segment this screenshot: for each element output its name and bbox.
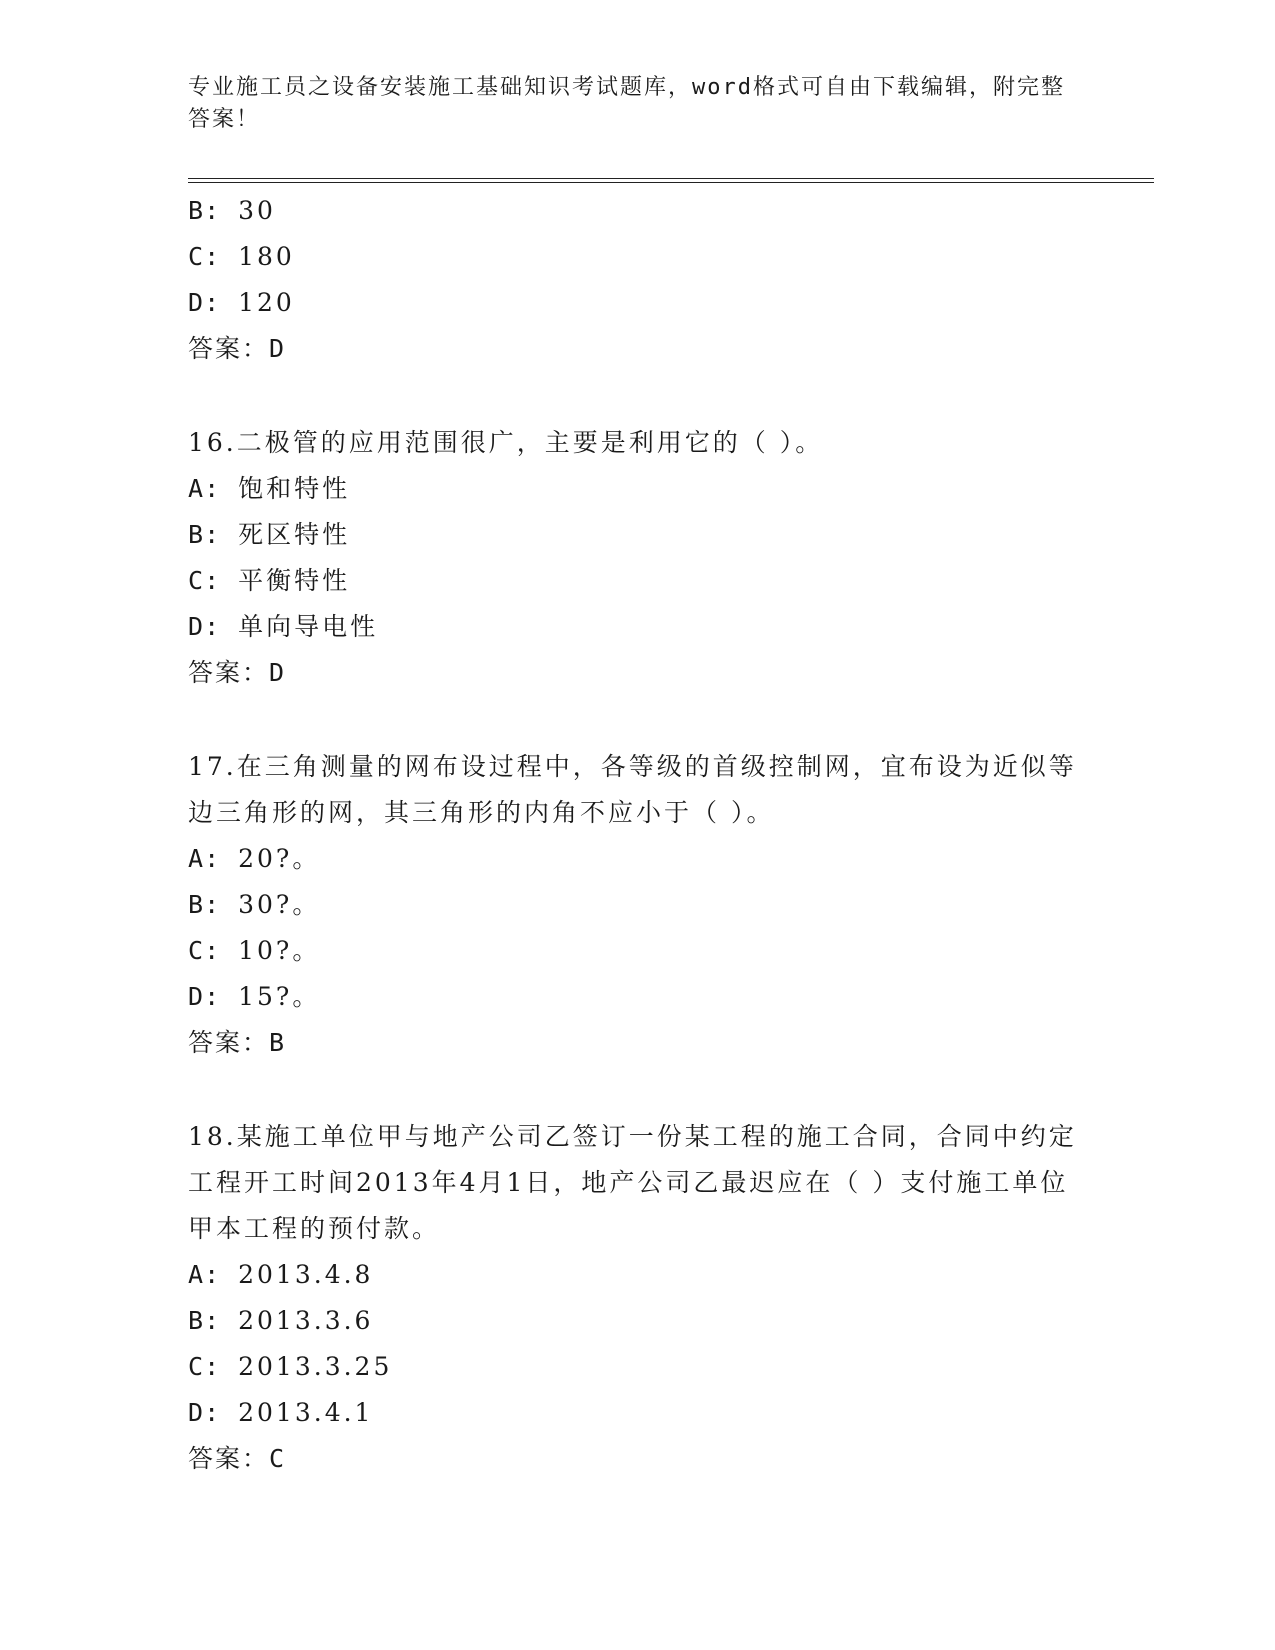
question-number: 16. <box>188 428 237 457</box>
option-letter: D <box>188 1398 205 1427</box>
option-c: C: 平衡特性 <box>188 566 351 595</box>
option-letter: B <box>188 890 205 919</box>
answer-label: 答案： <box>188 1028 270 1057</box>
option-a: A: 2013.4.8 <box>188 1260 374 1289</box>
question-16 <box>188 420 1088 696</box>
option-b: B: 30?。 <box>188 890 321 919</box>
option-text: 2013.3.6 <box>238 1306 374 1335</box>
option-a: A: 20?。 <box>188 844 321 873</box>
option-list <box>188 1252 1088 1436</box>
question-text: 二极管的应用范围很广，主要是利用它的（ ）。 <box>236 428 824 457</box>
answer-value: D <box>269 334 287 363</box>
option-list <box>188 188 1088 326</box>
option-text: 10?。 <box>238 936 321 965</box>
option-text: 30?。 <box>238 890 321 919</box>
option-letter: B <box>188 1306 205 1335</box>
option-text: 180 <box>238 242 295 271</box>
option-list <box>188 836 1088 1020</box>
question-number: 18. <box>188 1122 237 1151</box>
page-header-title: 专业施工员之设备安装施工基础知识考试题库，word格式可自由下载编辑，附完整答案！ <box>188 75 1065 132</box>
option-letter: B <box>188 196 205 225</box>
option-letter: B <box>188 520 205 549</box>
option-d: D: 15?。 <box>188 982 321 1011</box>
answer-label: 答案： <box>188 658 270 687</box>
answer-value: B <box>269 1028 287 1057</box>
option-text: 120 <box>238 288 295 317</box>
option-letter: C <box>188 1352 205 1381</box>
question-stem <box>188 1114 1088 1252</box>
answer-value: C <box>269 1444 287 1473</box>
option-text: 平衡特性 <box>238 566 351 595</box>
option-text: 30 <box>238 196 276 225</box>
option-text: 饱和特性 <box>238 474 351 503</box>
option-text: 2013.4.8 <box>238 1260 374 1289</box>
option-d: D: 120 <box>188 288 295 317</box>
option-d: D: 2013.4.1 <box>188 1398 374 1427</box>
option-letter: A <box>188 474 205 503</box>
option-text: 15?。 <box>238 982 321 1011</box>
option-c: C: 180 <box>188 242 295 271</box>
option-text: 2013.3.25 <box>238 1352 393 1381</box>
option-c: C: 2013.3.25 <box>188 1352 393 1381</box>
question-list <box>188 188 1088 1530</box>
option-c: C: 10?。 <box>188 936 321 965</box>
option-letter: C <box>188 936 205 965</box>
option-text: 20?。 <box>238 844 321 873</box>
option-letter: C <box>188 566 205 595</box>
option-a: A: 饱和特性 <box>188 474 351 503</box>
option-letter: D <box>188 982 205 1011</box>
option-letter: D <box>188 288 205 317</box>
option-letter: A <box>188 1260 205 1289</box>
answer-line <box>188 326 1088 372</box>
answer-line <box>188 1020 1088 1066</box>
answer-label: 答案： <box>188 1444 270 1473</box>
header-divider <box>188 178 1154 183</box>
option-letter: A <box>188 844 205 873</box>
option-b: B: 2013.3.6 <box>188 1306 374 1335</box>
question-17 <box>188 744 1088 1066</box>
option-letter: D <box>188 612 205 641</box>
question-text: 在三角测量的网布设过程中，各等级的首级控制网，宜布设为近似等边三角形的网，其三角形的内角不应小于（ ）。 <box>188 752 1077 827</box>
question-text: 某施工单位甲与地产公司乙签订一份某工程的施工合同，合同中约定工程开工时间2013年4月1日，地产公司乙最迟应在（ ）支付施工单位甲本工程的预付款。 <box>188 1122 1077 1243</box>
option-text: 单向导电性 <box>238 612 379 641</box>
answer-line <box>188 1436 1088 1482</box>
option-b: B: 死区特性 <box>188 520 351 549</box>
answer-line <box>188 650 1088 696</box>
option-b: B: 30 <box>188 196 276 225</box>
option-list <box>188 466 1088 650</box>
question-18 <box>188 1114 1088 1482</box>
question-stem <box>188 420 1088 466</box>
answer-label: 答案： <box>188 334 270 363</box>
answer-value: D <box>269 658 287 687</box>
question-stem <box>188 744 1088 836</box>
question-15-continued <box>188 188 1088 372</box>
option-text: 2013.4.1 <box>238 1398 374 1427</box>
option-text: 死区特性 <box>238 520 351 549</box>
option-d: D: 单向导电性 <box>188 612 379 641</box>
question-number: 17. <box>188 752 237 781</box>
option-letter: C <box>188 242 205 271</box>
